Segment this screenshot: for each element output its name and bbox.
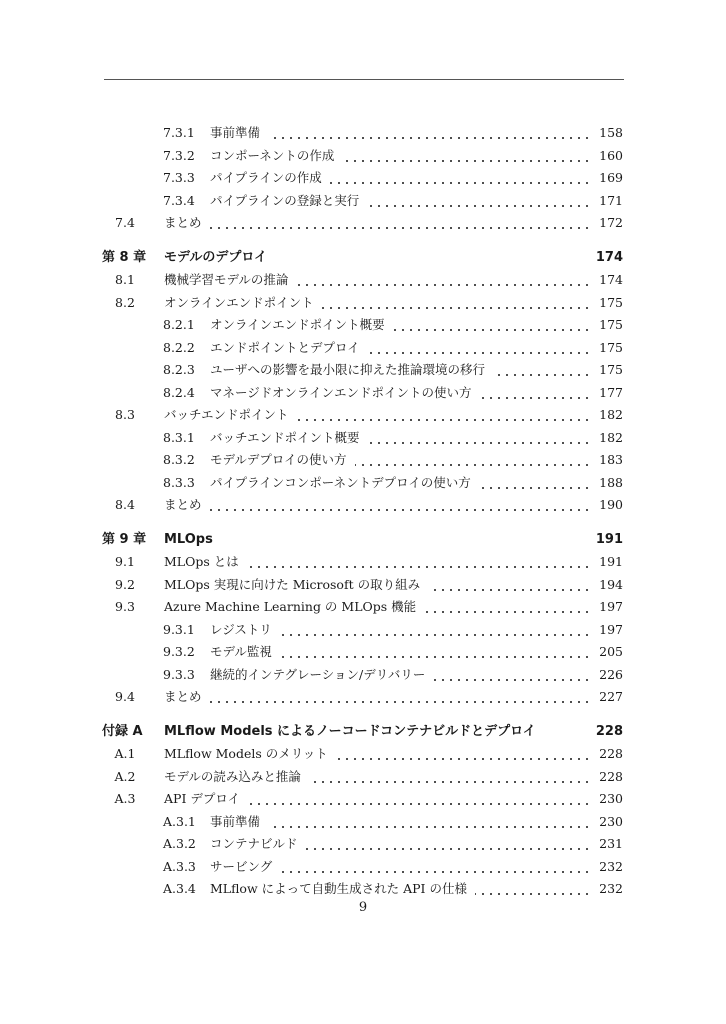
toc-dot-leader	[268, 122, 591, 144]
toc-entry-title: MLflow Models のメリット	[164, 746, 328, 761]
toc-entry-number: 9.4	[115, 689, 135, 704]
toc-entry-number: 9.3	[115, 599, 135, 614]
toc-entry-page: 230	[599, 813, 623, 829]
toc-dot-leader	[248, 788, 591, 810]
toc-entry-page: 197	[599, 599, 623, 614]
toc-entry-sub	[0, 167, 726, 189]
toc-entry-sub	[0, 833, 726, 855]
toc-entry-page: 175	[599, 317, 623, 332]
toc-entry-title: MLOps 実現に向けた Microsoft の取り組み	[164, 576, 421, 592]
toc-entry-page: 158	[599, 125, 623, 140]
toc-entry-title: バッチエンドポイント	[164, 407, 289, 422]
toc-entry-number: A.3.4	[163, 881, 196, 896]
toc-entry-title: モデルデプロイの使い方	[210, 452, 347, 467]
toc-entry-title: MLflow Models によるノーコードコンテナビルドとデプロイ	[164, 723, 536, 739]
toc-entry-sub	[0, 427, 726, 449]
toc-entry-number: 7.3.3	[163, 170, 195, 185]
toc-entry-title: モデルのデプロイ	[164, 249, 267, 265]
toc-entry-page: 232	[599, 858, 623, 874]
toc-entry-sub	[0, 314, 726, 336]
toc-entry-page: 172	[599, 215, 623, 230]
toc-entry-page: 174	[595, 249, 623, 265]
toc-entry-sub	[0, 811, 726, 833]
toc-entry-page: 169	[599, 170, 623, 185]
toc-entry-title: オンラインエンドポイント概要	[210, 317, 385, 332]
toc-entry-page: 194	[599, 576, 623, 592]
toc-entry-number: 7.3.2	[163, 147, 195, 163]
toc-entry-sub	[0, 337, 726, 359]
toc-entry-number: 8.2.4	[163, 384, 195, 400]
toc-entry-sub	[0, 664, 726, 686]
toc-dot-leader	[210, 494, 591, 516]
toc-entry-number: 付録 A	[102, 723, 143, 739]
toc-entry-number: 9.3.2	[163, 644, 195, 659]
toc-entry-number: 第 9 章	[102, 531, 147, 547]
toc-entry-number: 8.1	[115, 272, 135, 287]
toc-entry-title: コンテナビルド	[210, 836, 298, 851]
toc-entry-title: API デプロイ	[164, 791, 240, 806]
toc-entry-title: モデル監視	[210, 644, 272, 659]
toc-dot-leader	[479, 472, 591, 494]
toc-dot-leader	[268, 811, 591, 833]
toc-entry-page: 177	[599, 384, 623, 400]
toc-entry-number: A.3.1	[163, 813, 196, 829]
toc-entry-sec	[0, 212, 726, 234]
toc-entry-page: 174	[599, 272, 623, 287]
toc-dot-leader	[309, 766, 591, 788]
toc-dot-leader	[330, 167, 591, 189]
toc-entry-page: 228	[599, 768, 623, 784]
toc-entry-number: 9.2	[115, 576, 135, 592]
toc-dot-leader	[297, 404, 591, 426]
toc-entry-title: 機械学習モデルの推論	[164, 272, 289, 287]
toc-entry-page: 171	[599, 192, 623, 208]
toc-entry-page: 191	[599, 554, 623, 569]
toc-dot-leader	[322, 292, 591, 314]
toc-entry-title: パイプラインコンポーネントデプロイの使い方	[210, 474, 471, 490]
toc-entry-sec	[0, 743, 726, 765]
page-number: 9	[358, 900, 368, 915]
toc-entry-page: 230	[599, 791, 623, 806]
toc-entry-sec	[0, 686, 726, 708]
toc-entry-number: 8.4	[115, 497, 135, 512]
toc-dot-leader	[210, 686, 591, 708]
toc-entry-number: 8.3.1	[163, 429, 195, 445]
toc-entry-page: 227	[599, 689, 623, 704]
toc-entry-number: 8.3.2	[163, 452, 195, 467]
toc-entry-sub	[0, 122, 726, 144]
toc-entry-title: MLOps	[164, 531, 213, 547]
toc-dot-leader	[336, 743, 591, 765]
toc-entry-sub	[0, 449, 726, 471]
toc-entry-title: 事前準備	[210, 813, 261, 829]
toc-entry-sub	[0, 856, 726, 878]
toc-entry-title: マネージドオンラインエンドポイントの使い方	[210, 384, 472, 400]
toc-entry-title: バッチエンドポイント概要	[210, 429, 360, 445]
toc-entry-number: 8.2.3	[163, 362, 195, 377]
toc-entry-number: A.3.2	[163, 836, 196, 851]
toc-entry-sub	[0, 190, 726, 212]
toc-entry-title: MLflow によって自動生成された API の仕様	[210, 881, 467, 896]
toc-entry-sub	[0, 472, 726, 494]
toc-entry-title: MLOps とは	[164, 554, 239, 569]
toc-dot-leader	[433, 664, 591, 686]
toc-dot-leader	[247, 551, 591, 573]
toc-entry-sec	[0, 404, 726, 426]
toc-entry-sec	[0, 269, 726, 291]
toc-entry-number: 8.2.1	[163, 317, 195, 332]
toc-entry-title: パイプラインの登録と実行	[210, 192, 360, 208]
toc-entry-title: まとめ	[164, 497, 202, 512]
toc-entry-title: モデルの読み込みと推論	[164, 768, 301, 784]
toc-entry-title: レジストリ	[210, 621, 272, 637]
toc-entry-title: ユーザへの影響を最小限に抑えた推論環境の移行	[210, 362, 486, 377]
toc-dot-leader	[342, 145, 591, 167]
toc-entry-page: 228	[595, 723, 623, 739]
toc-entry-title: 継続的インテグレーション/デリバリー	[210, 666, 426, 682]
toc-entry-title: 事前準備	[210, 125, 261, 140]
toc-entry-page: 228	[599, 746, 623, 761]
toc-entry-chap	[0, 529, 726, 551]
toc-entry-sec	[0, 766, 726, 788]
toc-entry-number: 第 8 章	[102, 249, 147, 265]
toc-entry-page: 160	[599, 147, 623, 163]
toc-dot-leader	[424, 596, 591, 618]
toc-entry-number: 8.2	[115, 294, 135, 310]
toc-dot-leader	[296, 269, 591, 291]
toc-entry-chap	[0, 721, 726, 743]
toc-dot-leader	[355, 449, 591, 471]
toc-dot-leader	[306, 833, 591, 855]
toc-dot-leader	[475, 878, 591, 900]
toc-entry-title: まとめ	[164, 689, 202, 704]
toc-entry-number: 7.3.1	[163, 125, 195, 140]
toc-entry-page: 205	[599, 644, 623, 659]
toc-entry-sub	[0, 359, 726, 381]
toc-entry-page: 197	[599, 621, 623, 637]
toc-entry-page: 226	[599, 666, 623, 682]
toc-dot-leader	[280, 641, 591, 663]
toc-entry-sec	[0, 292, 726, 314]
toc-entry-page: 182	[599, 407, 623, 422]
toc-entry-title: コンポーネントの作成	[210, 147, 335, 163]
toc-entry-number: 8.3.3	[163, 474, 195, 490]
toc-entry-title: Azure Machine Learning の MLOps 機能	[164, 599, 417, 614]
toc-entry-title: パイプラインの作成	[210, 170, 322, 185]
toc-entry-number: 7.4	[115, 215, 135, 230]
toc-dot-leader	[280, 619, 591, 641]
toc-entry-number: A.1	[114, 746, 136, 761]
header-rule	[104, 79, 624, 80]
toc-entry-page: 175	[599, 362, 623, 377]
toc-entry-title: エンドポイントとデプロイ	[210, 339, 360, 355]
toc-entry-sec	[0, 494, 726, 516]
toc-entry-page: 232	[599, 881, 623, 896]
toc-dot-leader	[367, 190, 591, 212]
toc-entry-sec	[0, 596, 726, 618]
toc-entry-page: 183	[599, 452, 623, 467]
toc-entry-page: 231	[599, 836, 623, 851]
toc-entry-page: 182	[599, 429, 623, 445]
toc-dot-leader	[428, 574, 591, 596]
toc-entry-sec	[0, 788, 726, 810]
toc-entry-chap	[0, 247, 726, 269]
toc-entry-number: 9.3.1	[163, 621, 195, 637]
toc-entry-page: 175	[599, 339, 623, 355]
toc-entry-title: まとめ	[164, 215, 202, 230]
toc-entry-sec	[0, 551, 726, 573]
toc-entry-page: 188	[599, 474, 623, 490]
toc-entry-number: 9.1	[115, 554, 135, 569]
toc-entry-title: オンラインエンドポイント	[164, 294, 314, 310]
toc-dot-leader	[393, 314, 591, 336]
toc-entry-number: A.2	[114, 768, 136, 784]
toc-dot-leader	[210, 212, 591, 234]
toc-entry-number: 8.2.2	[163, 339, 195, 355]
toc-entry-page: 191	[595, 531, 623, 547]
toc-entry-title: サービング	[210, 858, 273, 874]
toc-entry-page: 190	[599, 497, 623, 512]
toc-dot-leader	[368, 337, 591, 359]
toc-entry-number: 9.3.3	[163, 666, 195, 682]
toc-entry-number: A.3.3	[163, 858, 196, 874]
toc-dot-leader	[280, 856, 591, 878]
toc-entry-sub	[0, 878, 726, 900]
toc-entry-number: 8.3	[115, 407, 135, 422]
toc-dot-leader	[480, 382, 591, 404]
toc-entry-number: A.3	[114, 791, 136, 806]
toc-entry-sub	[0, 382, 726, 404]
toc-entry-number: 7.3.4	[163, 192, 195, 208]
toc-dot-leader	[368, 427, 591, 449]
toc-dot-leader	[493, 359, 591, 381]
toc-entry-sub	[0, 145, 726, 167]
toc-entry-sub	[0, 641, 726, 663]
toc-entry-page: 175	[599, 294, 623, 310]
toc-entry-sec	[0, 574, 726, 596]
toc-entry-sub	[0, 619, 726, 641]
